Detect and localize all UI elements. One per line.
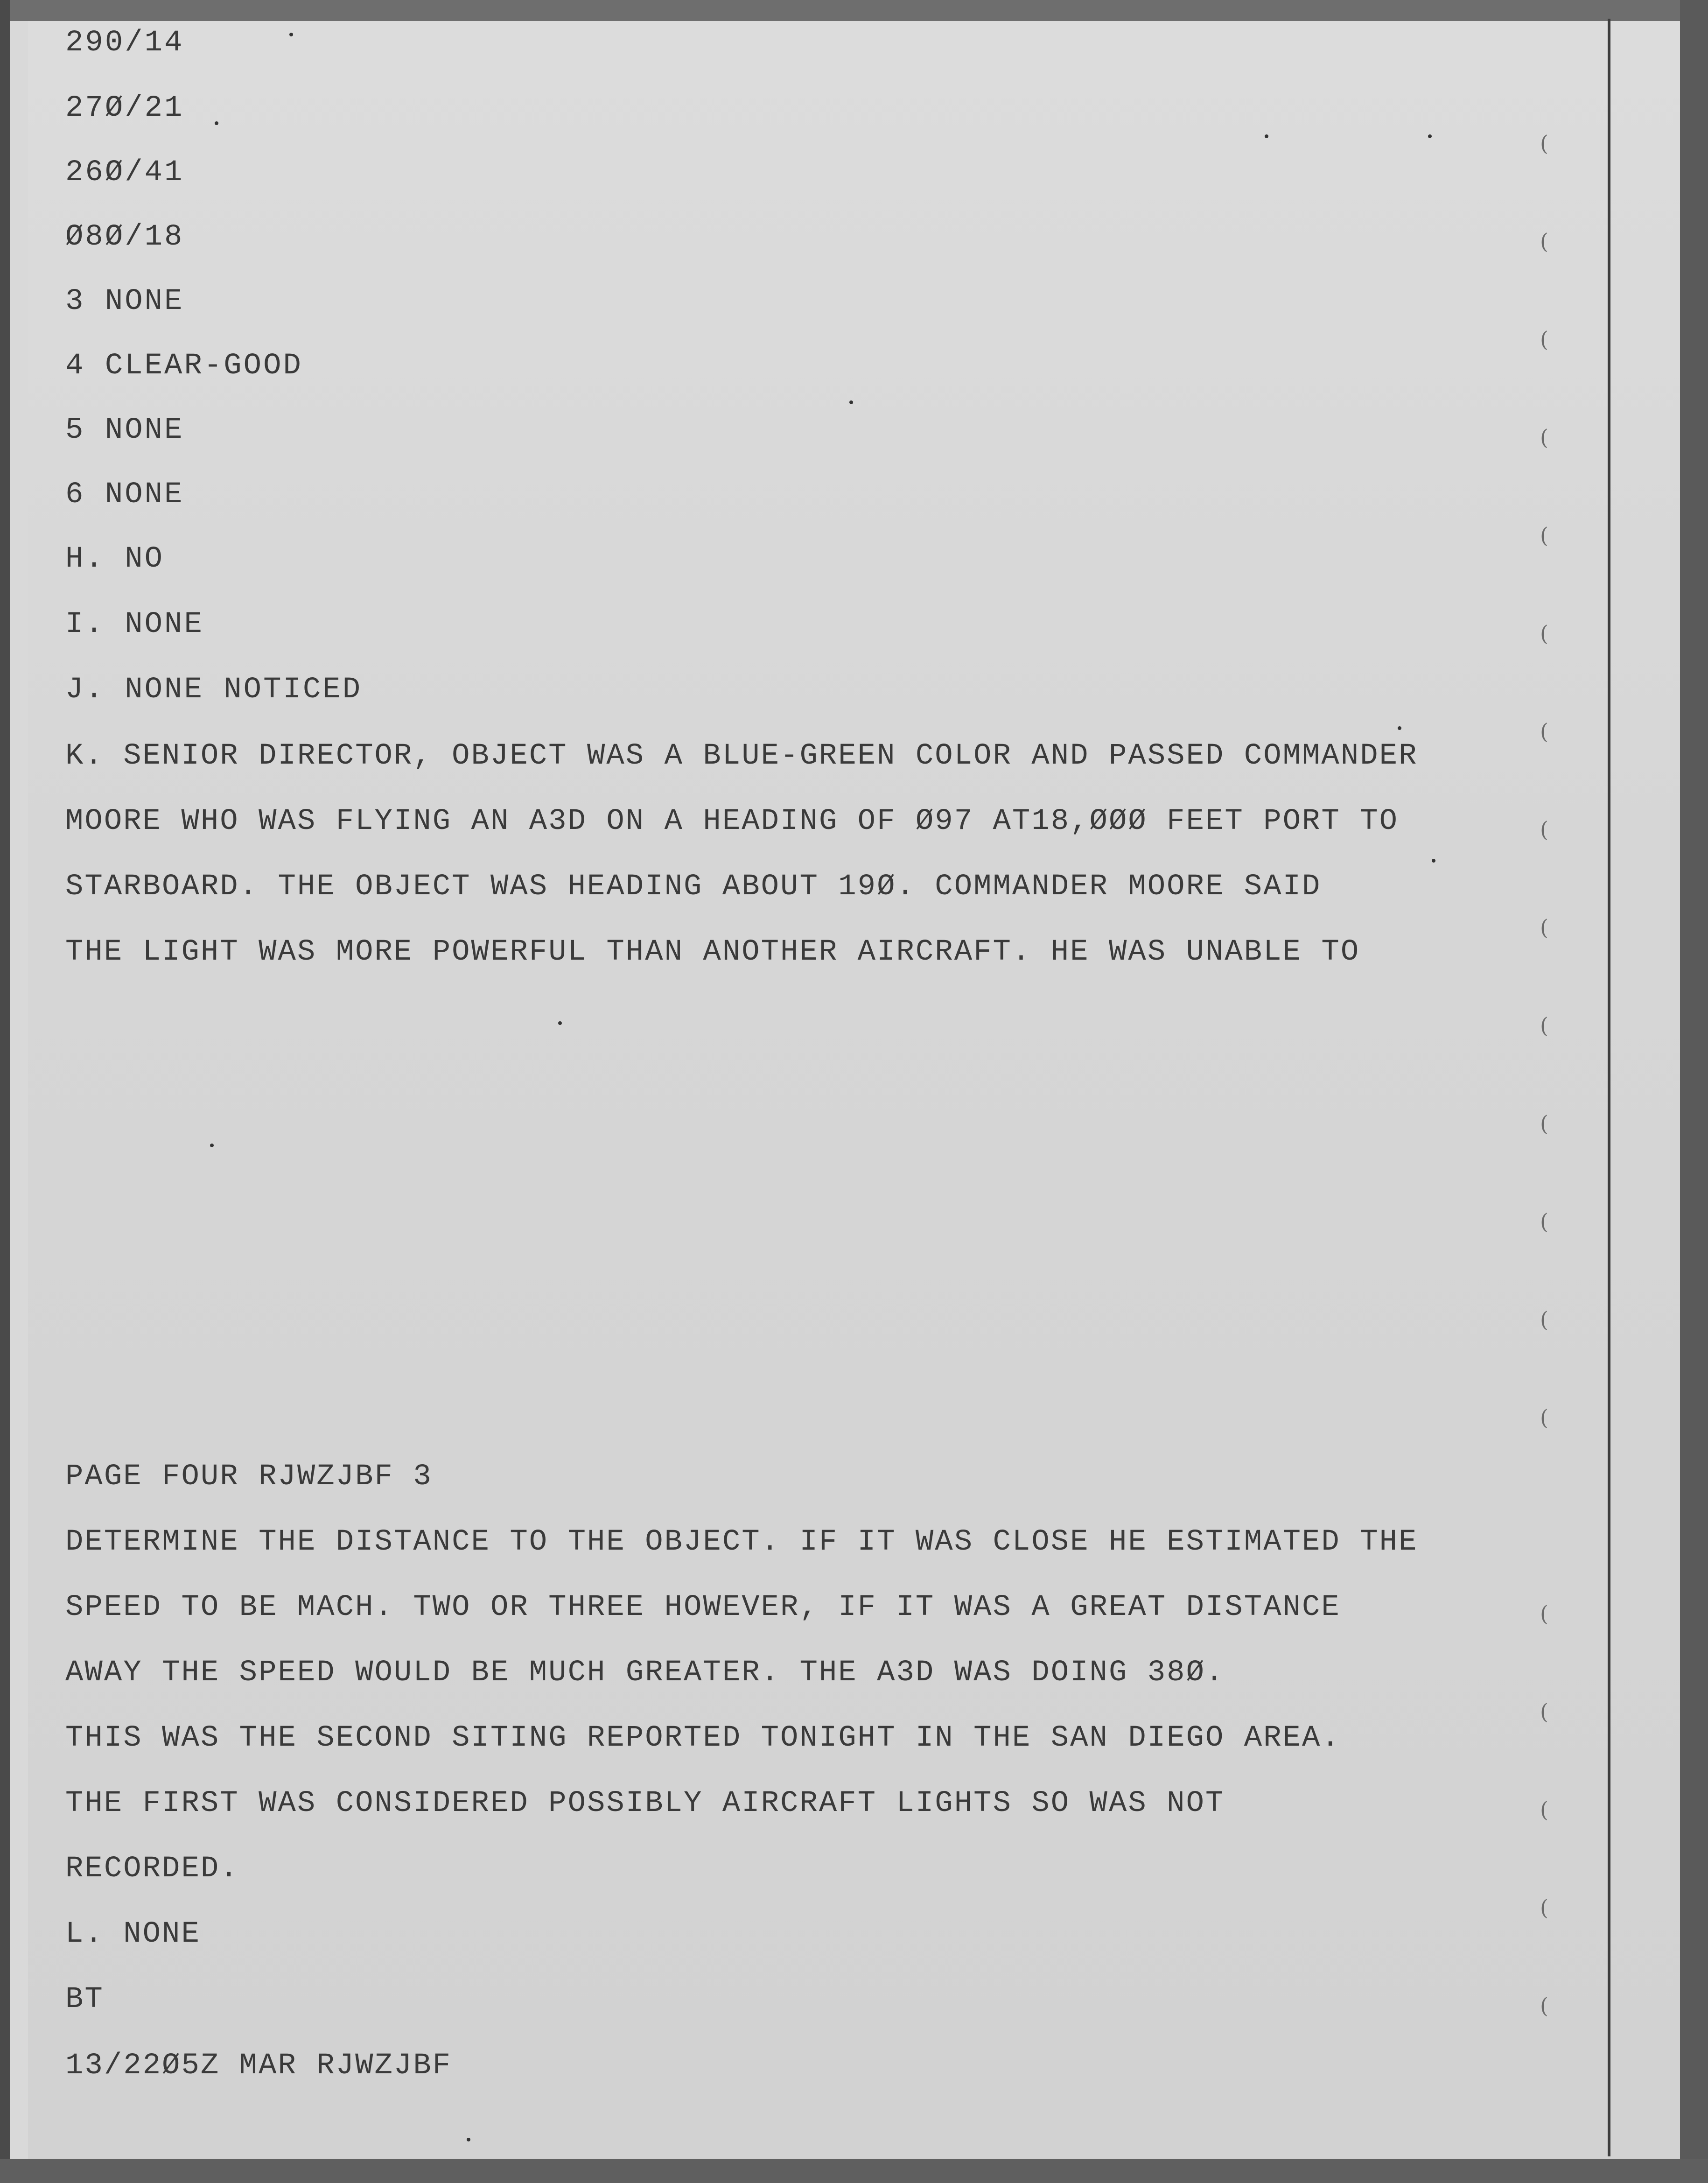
entry-line-1: 290/14 bbox=[65, 26, 184, 60]
margin-mark: ( bbox=[1540, 817, 1548, 842]
margin-mark: ( bbox=[1540, 1209, 1548, 1234]
scan-bottom-edge bbox=[0, 2159, 1708, 2183]
margin-mark: ( bbox=[1540, 1699, 1548, 1724]
scan-speck bbox=[215, 121, 218, 125]
entry-line-j: J. NONE NOTICED bbox=[65, 673, 363, 707]
continuation-line-3: AWAY THE SPEED WOULD BE MUCH GREATER. THE A3D WAS DOING 38Ø. bbox=[65, 1656, 1225, 1690]
entry-line-4: Ø8Ø/18 bbox=[65, 220, 184, 254]
margin-mark: ( bbox=[1540, 621, 1548, 646]
paragraph-k-line-1: K. SENIOR DIRECTOR, OBJECT WAS A BLUE-GREEN COLOR AND PASSED COMMANDER bbox=[65, 739, 1418, 773]
continuation-line-1: DETERMINE THE DISTANCE TO THE OBJECT. IF IT WAS CLOSE HE ESTIMATED THE bbox=[65, 1525, 1418, 1559]
margin-mark: ( bbox=[1540, 719, 1548, 744]
margin-mark: ( bbox=[1540, 1307, 1548, 1332]
margin-mark: ( bbox=[1540, 1895, 1548, 1920]
margin-mark: ( bbox=[1540, 1405, 1548, 1430]
scan-right-edge bbox=[1680, 0, 1708, 2183]
margin-mark: ( bbox=[1540, 131, 1548, 156]
entry-line-l: L. NONE bbox=[65, 1917, 201, 1951]
paragraph-k-line-4: THE LIGHT WAS MORE POWERFUL THAN ANOTHER AIRCRAFT. HE WAS UNABLE TO bbox=[65, 935, 1360, 969]
scan-speck bbox=[1428, 134, 1432, 138]
scan-speck bbox=[289, 33, 293, 36]
margin-mark: ( bbox=[1540, 1111, 1548, 1136]
margin-mark: ( bbox=[1540, 915, 1548, 940]
entry-line-5: 3 NONE bbox=[65, 285, 184, 318]
break-marker: BT bbox=[65, 1983, 104, 2016]
scan-left-edge bbox=[0, 0, 10, 2183]
document-page bbox=[28, 21, 1680, 2159]
scan-speck bbox=[558, 1021, 562, 1025]
entry-line-2: 27Ø/21 bbox=[65, 91, 184, 125]
margin-mark: ( bbox=[1540, 523, 1548, 548]
page-header: PAGE FOUR RJWZJBF 3 bbox=[65, 1460, 433, 1494]
scan-speck bbox=[210, 1144, 214, 1147]
scan-top-edge bbox=[0, 0, 1708, 21]
margin-mark: ( bbox=[1540, 425, 1548, 450]
scan-speck bbox=[1265, 134, 1268, 138]
margin-mark: ( bbox=[1540, 1993, 1548, 2018]
entry-line-h: H. NO bbox=[65, 542, 165, 576]
margin-mark: ( bbox=[1540, 1013, 1548, 1038]
paragraph-k-line-2: MOORE WHO WAS FLYING AN A3D ON A HEADING OF Ø97 AT18,ØØØ FEET PORT TO bbox=[65, 805, 1399, 838]
scan-speck bbox=[849, 400, 853, 404]
paragraph-k-line-3: STARBOARD. THE OBJECT WAS HEADING ABOUT 19Ø. COMMANDER MOORE SAID bbox=[65, 870, 1322, 904]
margin-mark: ( bbox=[1540, 1797, 1548, 1822]
entry-line-i: I. NONE bbox=[65, 608, 204, 641]
entry-line-7: 5 NONE bbox=[65, 414, 184, 447]
scan-speck bbox=[1398, 726, 1401, 730]
entry-line-6: 4 CLEAR-GOOD bbox=[65, 349, 303, 383]
entry-line-3: 26Ø/41 bbox=[65, 156, 184, 190]
continuation-line-5: THE FIRST WAS CONSIDERED POSSIBLY AIRCRAFT LIGHTS SO WAS NOT bbox=[65, 1787, 1225, 1820]
continuation-line-2: SPEED TO BE MACH. TWO OR THREE HOWEVER, IF IT WAS A GREAT DISTANCE bbox=[65, 1591, 1341, 1624]
continuation-line-4: THIS WAS THE SECOND SITING REPORTED TONIGHT IN THE SAN DIEGO AREA. bbox=[65, 1721, 1341, 1755]
scan-speck bbox=[467, 2138, 470, 2141]
scan-speck bbox=[1432, 859, 1435, 863]
margin-mark: ( bbox=[1540, 229, 1548, 254]
entry-line-8: 6 NONE bbox=[65, 478, 184, 512]
margin-mark: ( bbox=[1540, 327, 1548, 352]
margin-mark: ( bbox=[1540, 1601, 1548, 1626]
date-time-group: 13/22Ø5Z MAR RJWZJBF bbox=[65, 2049, 452, 2083]
teletype-margin-rule bbox=[1608, 19, 1610, 2156]
continuation-line-6: RECORDED. bbox=[65, 1852, 239, 1886]
